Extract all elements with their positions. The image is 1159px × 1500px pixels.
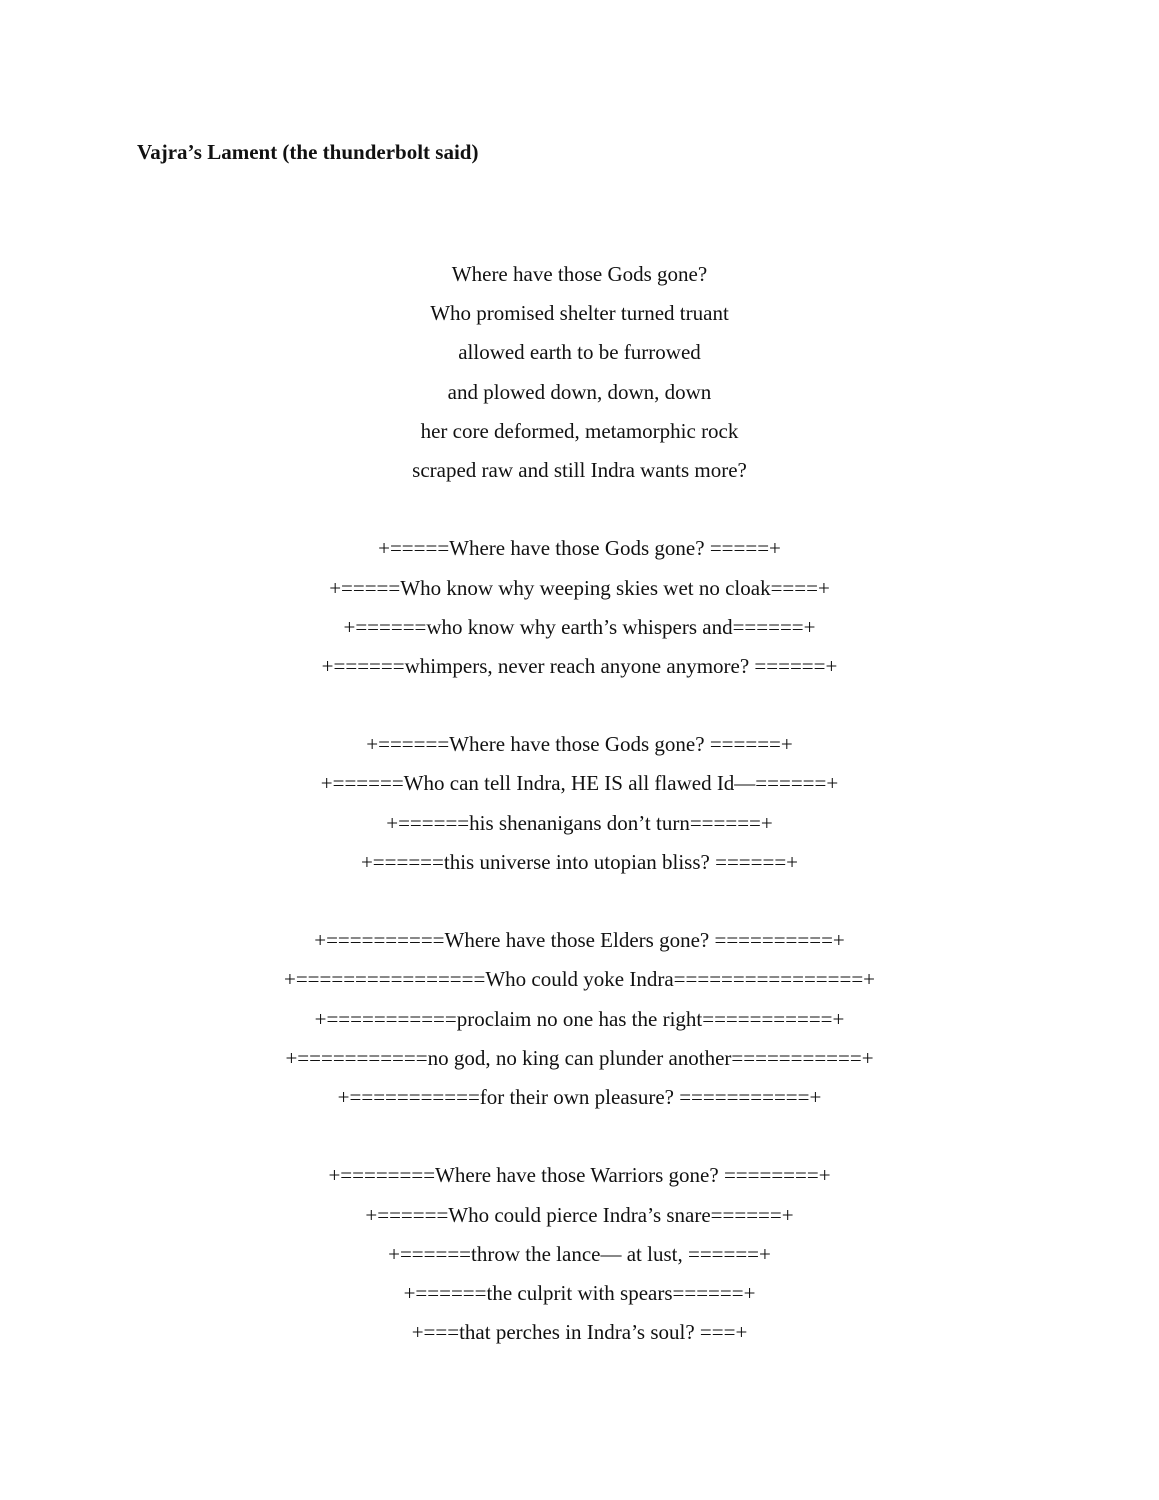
poem-line: +======throw the lance— at lust, ======+ [388, 1241, 771, 1266]
poem-line: +===that perches in Indra’s soul? ===+ [411, 1320, 748, 1345]
poem-title: Vajra’s Lament (the thunderbolt said) [137, 140, 479, 164]
poem-line: +===========proclaim no one has the right===========+ [314, 1006, 845, 1031]
poem-body [0, 255, 1159, 1391]
poem-line: +======his shenanigans don’t turn======+ [386, 810, 773, 835]
stanza-2 [0, 529, 1159, 686]
poem-line: +=====Where have those Gods gone? =====+ [378, 536, 781, 561]
stanza-5 [0, 1156, 1159, 1352]
poem-line: +======Who can tell Indra, HE IS all flawed Id—======+ [320, 771, 839, 796]
poem-line: +======Who could pierce Indra’s snare======+ [365, 1202, 794, 1227]
poem-line: and plowed down, down, down [447, 379, 712, 404]
poem-line: +==========Where have those Elders gone? ==========+ [314, 928, 845, 953]
poem-line: Where have those Gods gone? [451, 262, 708, 286]
poem-line: +=====Who know why weeping skies wet no cloak====+ [329, 575, 830, 600]
stanza-3 [0, 725, 1159, 882]
poem-line: her core deformed, metamorphic rock [420, 418, 739, 443]
poem-line: +======who know why earth’s whispers and======+ [343, 614, 816, 639]
poem-line: +========Where have those Warriors gone? ========+ [328, 1163, 831, 1188]
stanza-1 [0, 255, 1159, 490]
poem-line: +======Where have those Gods gone? ======+ [366, 732, 793, 757]
poem-line: allowed earth to be furrowed [458, 340, 701, 365]
poem-line: +===========no god, no king can plunder another===========+ [285, 1045, 874, 1070]
poem-line: +======the culprit with spears======+ [403, 1280, 756, 1305]
poem-line: scraped raw and still Indra wants more? [412, 457, 747, 482]
poem-line: +======whimpers, never reach anyone anymore? ======+ [321, 653, 838, 678]
poem-line: +===========for their own pleasure? ===========+ [337, 1084, 822, 1109]
stanza-4 [0, 921, 1159, 1117]
poem-line: +======this universe into utopian bliss? ======+ [360, 849, 799, 874]
poem-line: +================Who could yoke Indra================+ [283, 967, 876, 992]
poem-line: Who promised shelter turned truant [430, 301, 729, 326]
